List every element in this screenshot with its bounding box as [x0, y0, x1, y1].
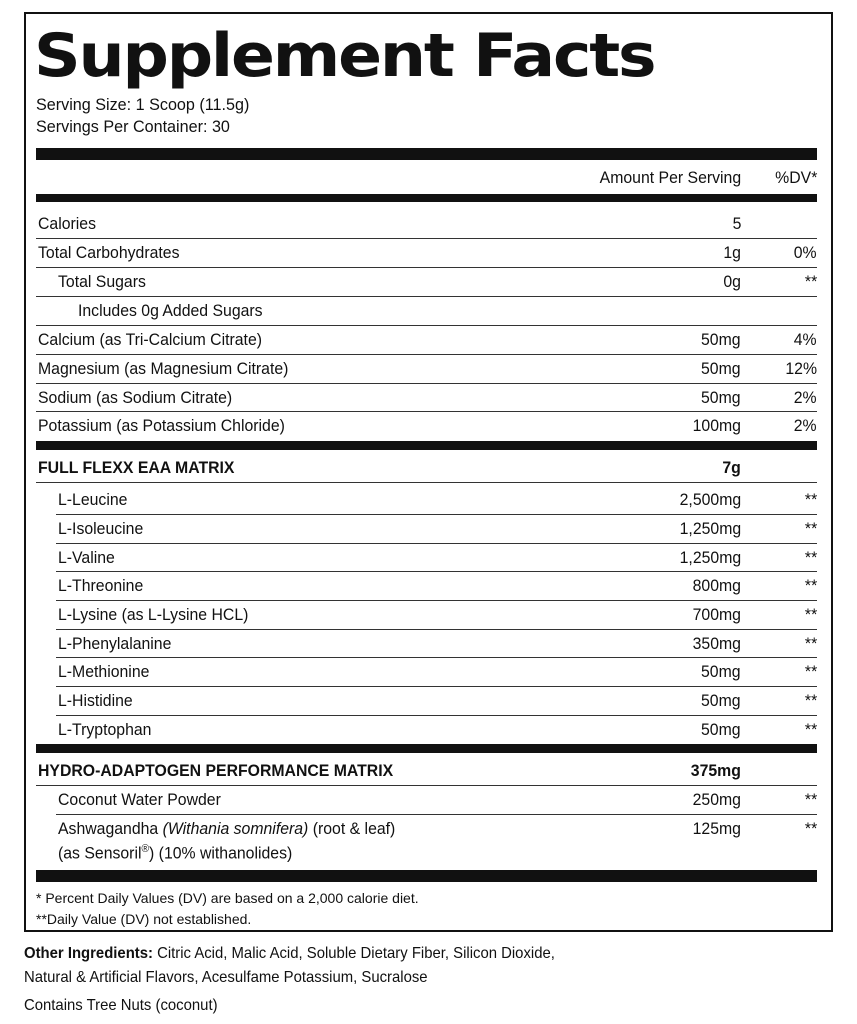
- eaa-matrix-amount: 7g: [722, 458, 741, 477]
- ashwagandha-amount: 125mg: [692, 819, 741, 838]
- ingredient-name: L-Valine: [58, 548, 115, 567]
- ingredient-amount: 1,250mg: [679, 548, 741, 567]
- ingredient-row: [36, 716, 817, 744]
- nutrient-dv: **: [804, 272, 817, 291]
- ingredient-row: [36, 544, 817, 572]
- ingredient-name: L-Phenylalanine: [58, 634, 172, 653]
- footnote-not-established: **Daily Value (DV) not established.: [36, 911, 252, 927]
- nutrient-amount: 5: [732, 214, 741, 233]
- nutrient-name: Sodium (as Sodium Citrate): [38, 388, 233, 407]
- column-header-row: [36, 164, 817, 192]
- ingredient-amount: 350mg: [692, 634, 741, 653]
- ashwagandha-detail: (as Sensoril®) (10% withanolides): [58, 843, 293, 863]
- ingredient-amount: 2,500mg: [679, 490, 741, 509]
- nutrient-row: [36, 268, 817, 296]
- ingredient-row: [36, 687, 817, 715]
- nutrient-name: Magnesium (as Magnesium Citrate): [38, 359, 289, 378]
- nutrient-dv: 0%: [794, 243, 817, 262]
- nutrient-name: Potassium (as Potassium Chloride): [38, 416, 285, 435]
- ingredient-name: L-Leucine: [58, 490, 128, 509]
- ingredient-name: L-Threonine: [58, 576, 144, 595]
- nutrient-amount: 100mg: [692, 416, 741, 435]
- nutrient-name: Calories: [38, 214, 96, 233]
- ingredient-amount: 50mg: [701, 720, 741, 739]
- ingredient-row: [36, 572, 817, 600]
- ingredient-row: [36, 486, 817, 514]
- ingredient-amount: 1,250mg: [679, 519, 741, 538]
- ingredient-row: [36, 515, 817, 543]
- ingredient-name: L-Methionine: [58, 662, 150, 681]
- ingredient-row: [36, 658, 817, 686]
- nutrient-dv: 2%: [794, 388, 817, 407]
- other-ingredients-line1: Citric Acid, Malic Acid, Soluble Dietary Fiber, Silicon Dioxide,: [152, 945, 555, 962]
- serving-size: Serving Size: 1 Scoop (11.5g): [36, 95, 250, 114]
- ingredient-name: Coconut Water Powder: [58, 790, 221, 809]
- ingredient-dv: **: [804, 490, 817, 509]
- ingredient-row: [36, 630, 817, 658]
- ingredient-name: L-Tryptophan: [58, 720, 152, 739]
- medium-divider: [36, 441, 817, 450]
- nutrient-row: [36, 297, 817, 325]
- ashwagandha-name: Ashwagandha (Withania somnifera) (root & leaf): [58, 819, 396, 838]
- nutrient-amount: 0g: [723, 272, 741, 291]
- ingredient-dv: **: [804, 691, 817, 710]
- nutrient-amount: 50mg: [701, 359, 741, 378]
- ingredient-amount: 250mg: [692, 790, 741, 809]
- other-ingredients: [24, 942, 555, 966]
- ingredient-dv: **: [804, 662, 817, 681]
- row-divider: [36, 482, 817, 483]
- ashwagandha-row: [36, 815, 817, 871]
- thick-divider: [36, 148, 817, 160]
- amount-column-header: Amount Per Serving: [599, 168, 741, 187]
- nutrient-row: [36, 239, 817, 267]
- other-ingredients-line2: Natural & Artificial Flavors, Acesulfame Potassium, Sucralose: [24, 969, 428, 986]
- nutrient-name: Total Carbohydrates: [38, 243, 180, 262]
- medium-divider: [36, 744, 817, 753]
- footnote-dv: * Percent Daily Values (DV) are based on a 2,000 calorie diet.: [36, 890, 419, 906]
- ingredient-dv: **: [804, 519, 817, 538]
- nutrient-dv: 12%: [785, 359, 817, 378]
- nutrient-row: [36, 210, 817, 238]
- nutrient-dv: 2%: [794, 416, 817, 435]
- thick-divider: [36, 870, 817, 882]
- dv-column-header: %DV*: [774, 168, 817, 187]
- ingredient-dv: **: [804, 720, 817, 739]
- nutrient-name: Total Sugars: [58, 272, 146, 291]
- nutrient-row: [36, 326, 817, 354]
- nutrient-row: [36, 412, 817, 440]
- nutrient-name: Includes 0g Added Sugars: [78, 301, 263, 320]
- eaa-matrix-row: [36, 454, 817, 482]
- ingredient-amount: 50mg: [701, 691, 741, 710]
- ingredient-amount: 50mg: [701, 662, 741, 681]
- nutrient-dv: 4%: [794, 330, 817, 349]
- nutrient-amount: 50mg: [701, 330, 741, 349]
- servings-per-container: Servings Per Container: 30: [36, 117, 230, 136]
- ingredient-name: L-Lysine (as L-Lysine HCL): [58, 605, 249, 624]
- nutrient-row: [36, 355, 817, 383]
- ingredient-dv: **: [804, 576, 817, 595]
- hydro-matrix-row: [36, 757, 817, 785]
- ingredient-amount: 700mg: [692, 605, 741, 624]
- allergen-statement: Contains Tree Nuts (coconut): [24, 997, 218, 1014]
- ingredient-amount: 800mg: [692, 576, 741, 595]
- medium-divider: [36, 194, 817, 202]
- ingredient-row: [36, 601, 817, 629]
- panel-title: Supplement Facts: [34, 21, 655, 91]
- other-ingredients-label: Other Ingredients:: [24, 945, 153, 962]
- ingredient-name: L-Histidine: [58, 691, 133, 710]
- nutrient-row: [36, 384, 817, 412]
- ingredient-row: [36, 786, 817, 814]
- nutrient-amount: 50mg: [701, 388, 741, 407]
- ashwagandha-dv: **: [804, 819, 817, 838]
- ingredient-name: L-Isoleucine: [58, 519, 144, 538]
- hydro-matrix-name: HYDRO-ADAPTOGEN PERFORMANCE MATRIX: [38, 761, 394, 780]
- supplement-facts-panel: [24, 12, 833, 932]
- ingredient-dv: **: [804, 790, 817, 809]
- ingredient-dv: **: [804, 634, 817, 653]
- hydro-matrix-amount: 375mg: [690, 761, 741, 780]
- nutrient-name: Calcium (as Tri-Calcium Citrate): [38, 330, 263, 349]
- ingredient-dv: **: [804, 605, 817, 624]
- eaa-matrix-name: FULL FLEXX EAA MATRIX: [38, 458, 235, 477]
- ingredient-dv: **: [804, 548, 817, 567]
- nutrient-amount: 1g: [723, 243, 741, 262]
